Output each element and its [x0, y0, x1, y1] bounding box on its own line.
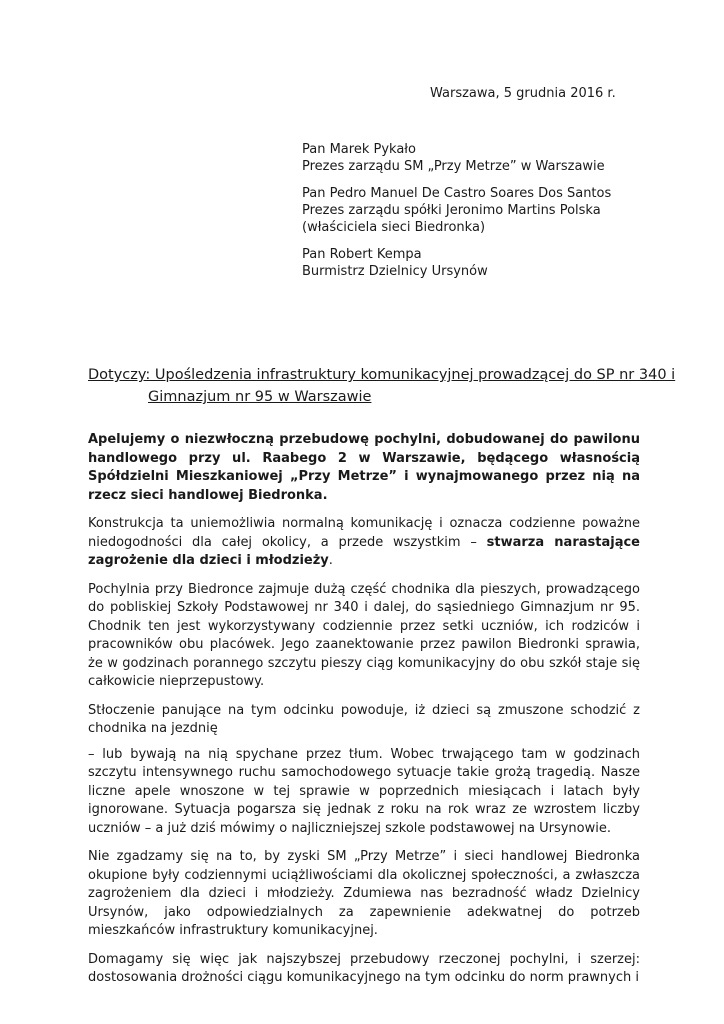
letter-body	[88, 431, 640, 998]
paragraph-construction: Konstrukcja ta uniemożliwia normalną komunikację i oznacza codzienne poważne niedogodności dla całej okolicy, a przede wszystkim – stwarza narastające zagrożenie dla dzieci i młodzieży.	[88, 516, 640, 568]
paragraph-traffic: – lub bywają na nią spychane przez tłum. Wobec trwającego tam w godzinach szczytu intensywnego ruchu samochodowego sytuacje takie grożą tragedią. Nasze liczne apele wnoszone w tej sprawie w poprzednich miesiącach i latach były ignorowane. Sytuacja pogarsza się jednak z roku na rok wraz ze wzrostem liczby uczniów – a już dziś mówimy o najliczniejszej szkole podstawowej na Ursynowie.	[88, 746, 640, 836]
subject-line-1: Dotyczy: Upośledzenia infrastruktury komunikacyjnej prowadzącej do SP nr 340 i	[88, 367, 676, 383]
recipient-1	[302, 141, 605, 175]
recipient-name: Pan Pedro Manuel De Castro Soares Dos Santos	[302, 186, 612, 201]
paragraph-appeal: Apelujemy o niezwłoczną przebudowę pochylni, dobudowanej do pawilonu handlowego przy ul. Raabego 2 w Warszawie, będącego własnością Spółdzielni Mieszkaniowej „Przy Metrze” i wynajmowanego przez nią na rzecz sieci handlowej Biedronka.	[88, 432, 640, 503]
subject-line	[88, 364, 675, 408]
paragraph-objection: Nie zgadzamy się na to, by zyski SM „Przy Metrze” i sieci handlowej Biedronka okupione były codziennymi uciążliwościami dla okolicznej społeczności, a zwłaszcza zagrożeniem dla dzieci i młodzieży. Zdumiewa nas bezradność władz Dzielnicy Ursynów, jako odpowiedzialnych za zapewnienie adekwatnej do potrzeb mieszkańców infrastruktury komunikacyjnej.	[88, 849, 640, 938]
recipient-title: Prezes zarządu spółki Jeronimo Martins Polska	[302, 203, 601, 218]
letter-date: Warszawa, 5 grudnia 2016 r.	[430, 86, 616, 101]
paragraph-crowding: Stłoczenie panujące na tym odcinku powoduje, iż dzieci są zmuszone schodzić z chodnika na jezdnię	[88, 702, 640, 736]
recipient-3	[302, 246, 488, 280]
subject-line-2: Gimnazjum nr 95 w Warszawie	[148, 389, 372, 405]
recipient-2	[302, 185, 611, 236]
emphasis-danger: stwarza narastające zagrożenie dla dzieci i młodzieży	[88, 534, 640, 568]
paragraph-ramp: Pochylnia przy Biedronce zajmuje dużą część chodnika dla pieszych, prowadzącego do pobliskiej Szkoły Podstawowej nr 340 i dalej, do sąsiedniego Gimnazjum nr 95. Chodnik ten jest wykorzystywany codziennie przez setki uczniów, ich rodziców i pracowników obu placówek. Jego zaanektowanie przez pawilon Biedronki sprawia, że w godzinach porannego szczytu pieszy ciąg komunikacyjny do obu szkół staje się całkowicie nieprzepustowy.	[88, 581, 640, 689]
recipient-note: (właściciela sieci Biedronka)	[302, 220, 486, 235]
recipient-name: Pan Robert Kempa	[302, 247, 422, 262]
paragraph-demand: Domagamy się więc jak najszybszej przebudowy rzeczonej pochylni, i szerzej: dostosowania drożności ciągu komunikacyjnego na tym odcinku do norm prawnych i	[88, 951, 640, 985]
recipient-name: Pan Marek Pykało	[302, 142, 416, 157]
recipient-title: Prezes zarządu SM „Przy Metrze” w Warszawie	[302, 159, 605, 174]
recipient-title: Burmistrz Dzielnicy Ursynów	[302, 264, 488, 279]
